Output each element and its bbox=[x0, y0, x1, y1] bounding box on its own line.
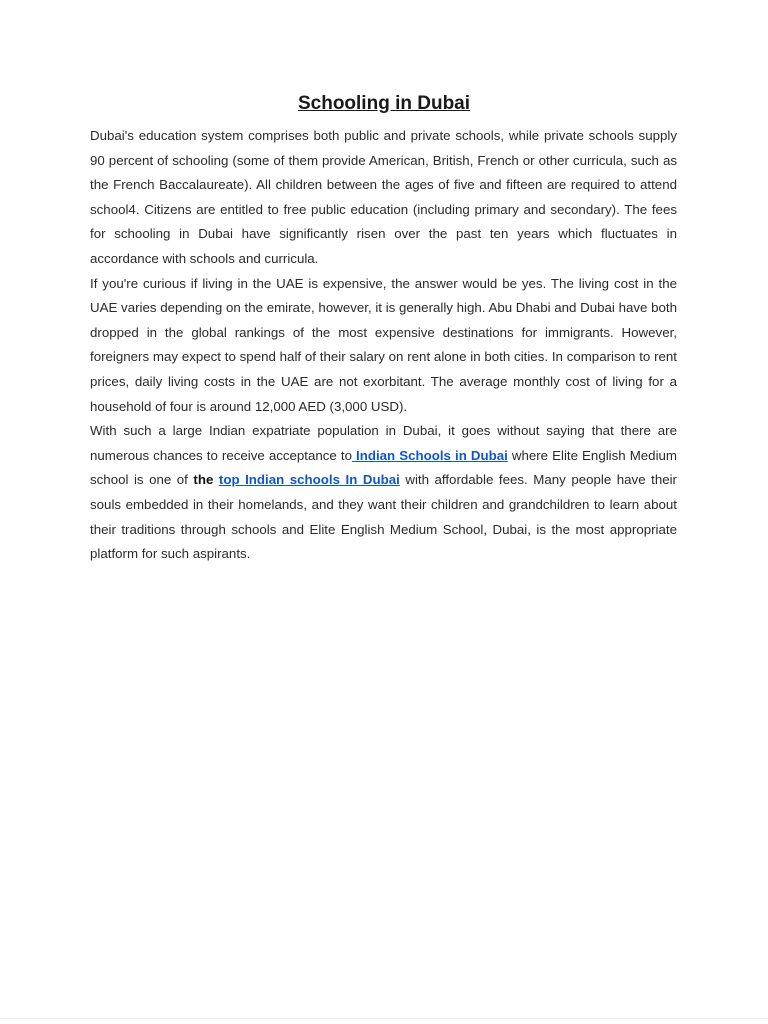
page-title: Schooling in Dubai bbox=[297, 93, 471, 114]
paragraph-text-segment: where Elite English Medium school is one of bbox=[90, 447, 678, 488]
document-body bbox=[90, 124, 677, 567]
bold-text-the: the bbox=[193, 472, 214, 488]
link-top-indian-schools-in-dubai[interactable]: top Indian schools In Dubai bbox=[218, 472, 400, 488]
paragraph-text-segment: With such a large Indian expatriate population in Dubai, it goes without saying that there are numerous chances to receive acceptance to bbox=[90, 423, 677, 463]
paragraph-text-segment: with affordable fees. Many people have their souls embedded in their homelands, and they want their children and grandchildren to learn about their traditions through schools and Elite English Medium School, Dubai, is the most appropriate platform for such aspirants. bbox=[90, 472, 677, 562]
link-indian-schools-in-dubai[interactable]: Indian Schools in Dubai bbox=[351, 447, 508, 463]
paragraph-indian-schools bbox=[90, 419, 677, 567]
page-divider bbox=[0, 1018, 768, 1019]
paragraph-living-cost: If you're curious if living in the UAE is expensive, the answer would be yes. The living cost in the UAE varies depending on the emirate, however, it is generally high. Abu Dhabi and Dubai have both dropped in the global rankings of the most expensive destinations for immigrants. However, foreigners may expect to spend half of their salary on rent alone in both cities. In comparison to rent prices, daily living costs in the UAE are not exorbitant. The average monthly cost of living for a household of four is around 12,000 AED (3,000 USD). bbox=[90, 275, 677, 414]
paragraph-education: Dubai's education system comprises both public and private schools, while private schools supply 90 percent of schooling (some of them provide American, British, French or other curricula, such as the French Baccalaureate). All children between the ages of five and fifteen are required to attend school4. Citizens are entitled to free public education (including primary and secondary). The fees for schooling in Dubai have significantly risen over the past ten years which fluctuates in accordance with schools and curricula. bbox=[90, 128, 677, 266]
